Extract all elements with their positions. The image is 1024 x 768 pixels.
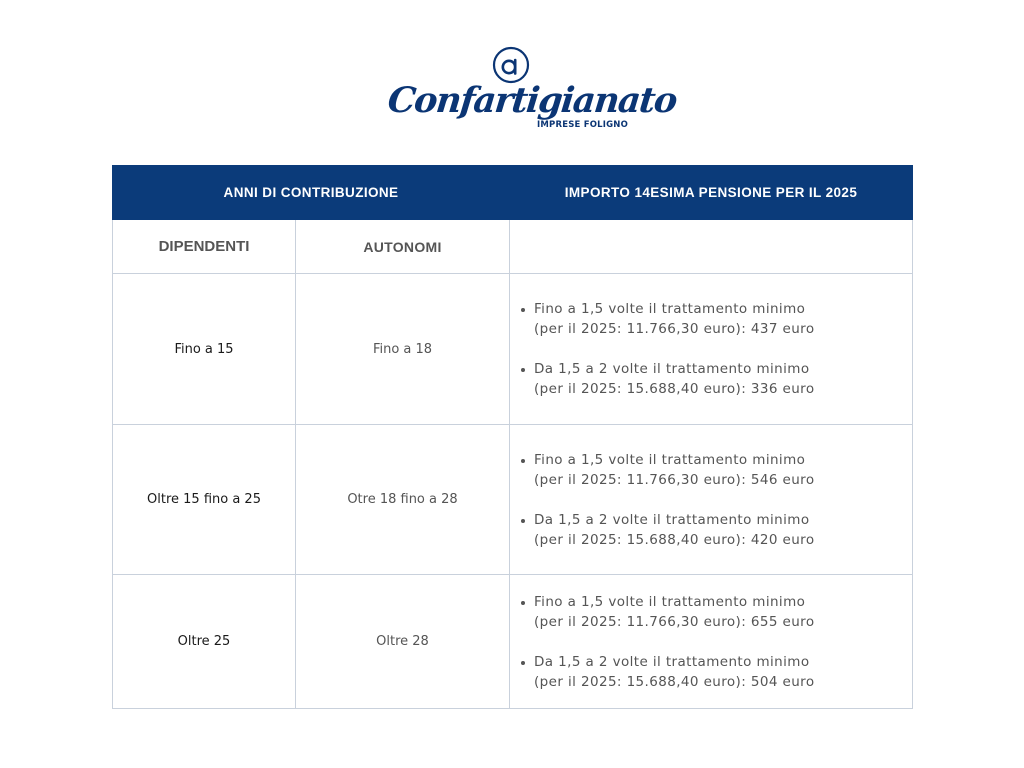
confartigianato-logo [380,44,679,136]
subheader-dipendenti: DIPENDENTI [113,220,296,274]
table-row [113,274,913,425]
importo-line: (per il 2025: 11.766,30 euro): 546 euro [534,471,815,488]
cell-dipendenti: Fino a 15 [113,274,296,425]
importo-line: Fino a 1,5 volte il trattamento minimo [534,301,806,317]
importo-line: Fino a 1,5 volte il trattamento minimo [534,451,806,468]
header-years: ANNI DI CONTRIBUZIONE [113,166,510,220]
logo-subtitle: IMPRESE FOLIGNO [537,120,629,130]
importo-bullet [526,592,912,632]
logo-brand-name: Confartigianato [385,80,679,121]
cell-dipendenti: Oltre 25 [113,575,296,709]
importo-bullet [526,359,912,399]
table-row [113,425,913,575]
cell-autonomi: Fino a 18 [296,274,510,425]
importo-bullet [526,450,912,490]
subheader-autonomi: AUTONOMI [296,220,510,274]
header-amount: IMPORTO 14ESIMA PENSIONE PER IL 2025 [510,166,913,220]
importo-line: (per il 2025: 15.688,40 euro): 336 euro [534,381,815,397]
cell-autonomi: Otre 18 fino a 28 [296,425,510,575]
pension-table [112,165,913,709]
importo-bullet [526,510,912,550]
importo-bullet [526,652,912,692]
cell-autonomi: Oltre 28 [296,575,510,709]
cell-dipendenti: Oltre 15 fino a 25 [113,425,296,575]
cell-importo [510,575,913,709]
importo-line: (per il 2025: 11.766,30 euro): 437 euro [534,321,815,337]
table-subheader-row [113,220,913,274]
importo-line: Da 1,5 a 2 volte il trattamento minimo [534,653,810,670]
importo-bullet [526,299,912,339]
cell-importo [510,425,913,575]
importo-line: (per il 2025: 15.688,40 euro): 504 euro [534,673,815,690]
importo-line: Da 1,5 a 2 volte il trattamento minimo [534,511,810,528]
table-row [113,575,913,709]
cell-importo [510,274,913,425]
subheader-empty [510,220,913,274]
table-header-row [113,166,913,220]
importo-line: (per il 2025: 15.688,40 euro): 420 euro [534,531,815,548]
importo-line: Da 1,5 a 2 volte il trattamento minimo [534,361,810,377]
importo-line: (per il 2025: 11.766,30 euro): 655 euro [534,613,815,630]
importo-line: Fino a 1,5 volte il trattamento minimo [534,593,806,610]
